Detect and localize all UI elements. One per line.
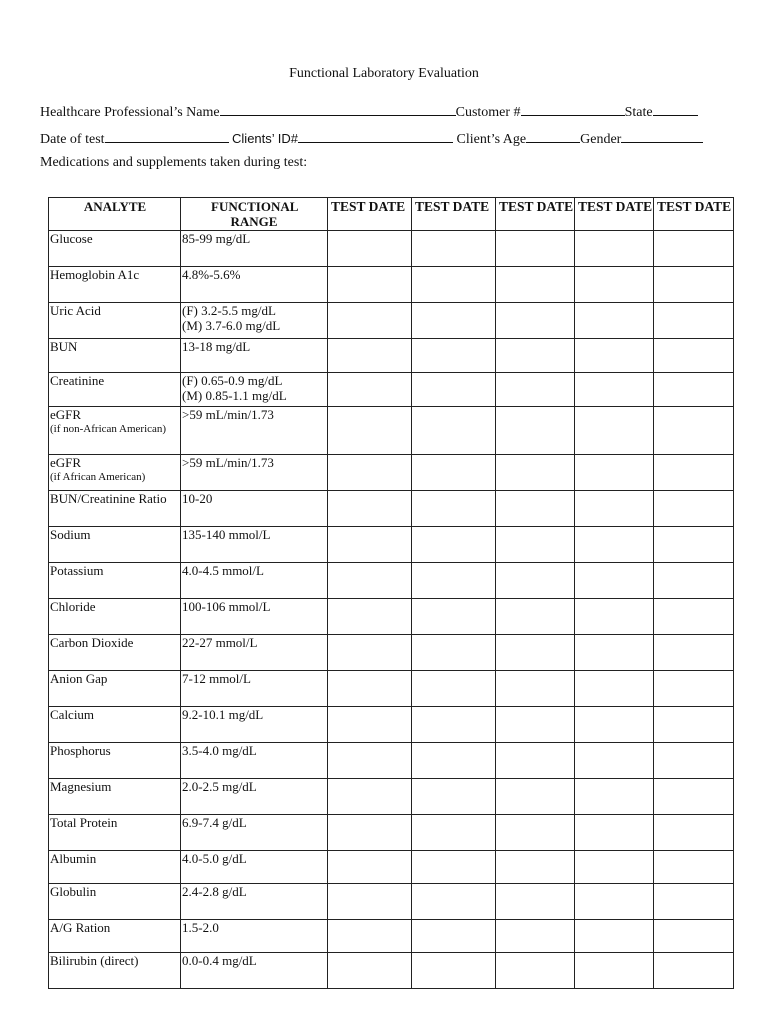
table-row <box>49 527 734 563</box>
range-cell <box>181 743 328 779</box>
range-value: 9.2-10.1 mg/dL <box>182 707 264 722</box>
test-result-cell[interactable] <box>412 267 496 303</box>
test-result-cell[interactable] <box>575 815 654 851</box>
test-result-cell[interactable] <box>328 373 412 407</box>
range-value: >59 mL/min/1.73 <box>182 407 274 422</box>
test-result-cell[interactable] <box>654 455 734 491</box>
table-row <box>49 671 734 707</box>
test-result-cell[interactable] <box>575 599 654 635</box>
test-result-cell[interactable] <box>575 707 654 743</box>
table-row <box>49 455 734 491</box>
range-value: 22-27 mmol/L <box>182 635 258 650</box>
gender-label: Gender <box>580 132 622 147</box>
test-result-cell[interactable] <box>412 491 496 527</box>
test-result-cell[interactable] <box>496 373 575 407</box>
lab-table <box>48 197 734 989</box>
test-result-cell[interactable] <box>328 953 412 989</box>
test-result-cell[interactable] <box>654 267 734 303</box>
range-value: (F) 0.65-0.9 mg/dL <box>182 373 283 388</box>
test-result-cell[interactable] <box>654 339 734 373</box>
test-result-cell[interactable] <box>496 267 575 303</box>
table-row <box>49 303 734 339</box>
analyte-cell <box>49 303 181 339</box>
analyte-cell <box>49 231 181 267</box>
analyte-name: BUN <box>50 339 78 354</box>
analyte-cell <box>49 920 181 953</box>
range-cell <box>181 563 328 599</box>
test-result-cell[interactable] <box>412 851 496 884</box>
range-cell <box>181 671 328 707</box>
customer-label: Customer # <box>455 105 521 120</box>
range-cell <box>181 231 328 267</box>
range-cell <box>181 339 328 373</box>
test-date-header: TEST DATE <box>496 198 575 231</box>
test-result-cell[interactable] <box>575 635 654 671</box>
range-value: 2.4-2.8 g/dL <box>182 884 247 899</box>
test-result-cell[interactable] <box>412 599 496 635</box>
test-date-header: TEST DATE <box>575 198 654 231</box>
test-date-header: TEST DATE <box>654 198 734 231</box>
range-value: 4.8%-5.6% <box>182 267 241 282</box>
range-value: 10-20 <box>182 491 213 506</box>
test-result-cell[interactable] <box>412 671 496 707</box>
test-result-cell[interactable] <box>412 527 496 563</box>
table-row <box>49 920 734 953</box>
analyte-name: Phosphorus <box>50 743 111 758</box>
table-row <box>49 884 734 920</box>
analyte-note: (if African American) <box>50 471 146 483</box>
analyte-cell <box>49 599 181 635</box>
test-result-cell[interactable] <box>412 707 496 743</box>
test-result-cell[interactable] <box>412 743 496 779</box>
range-cell <box>181 373 328 407</box>
test-result-cell[interactable] <box>654 779 734 815</box>
range-value: (M) 3.7-6.0 mg/dL <box>182 318 281 333</box>
test-result-cell[interactable] <box>654 920 734 953</box>
range-cell <box>181 599 328 635</box>
customer-field[interactable] <box>521 102 625 116</box>
analyte-cell <box>49 815 181 851</box>
test-result-cell[interactable] <box>496 303 575 339</box>
test-result-cell[interactable] <box>328 339 412 373</box>
range-value: >59 mL/min/1.73 <box>182 455 274 470</box>
table-row <box>49 815 734 851</box>
test-result-cell[interactable] <box>575 455 654 491</box>
range-cell <box>181 527 328 563</box>
range-value: 4.0-4.5 mmol/L <box>182 563 264 578</box>
analyte-name: Globulin <box>50 884 97 899</box>
analyte-name: eGFR <box>50 455 82 470</box>
test-result-cell[interactable] <box>496 815 575 851</box>
analyte-cell <box>49 267 181 303</box>
analyte-name: Total Protein <box>50 815 118 830</box>
table-row <box>49 851 734 884</box>
test-result-cell[interactable] <box>654 407 734 455</box>
test-result-cell[interactable] <box>496 953 575 989</box>
test-result-cell[interactable] <box>654 599 734 635</box>
test-result-cell[interactable] <box>654 563 734 599</box>
analyte-name: Calcium <box>50 707 95 722</box>
test-result-cell[interactable] <box>575 743 654 779</box>
analyte-name: Bilirubin (direct) <box>50 953 139 968</box>
test-result-cell[interactable] <box>496 563 575 599</box>
analyte-cell <box>49 953 181 989</box>
test-result-cell[interactable] <box>575 231 654 267</box>
range-value: 135-140 mmol/L <box>182 527 271 542</box>
table-row <box>49 599 734 635</box>
analyte-name: Uric Acid <box>50 303 101 318</box>
analyte-cell <box>49 455 181 491</box>
test-result-cell[interactable] <box>654 671 734 707</box>
client-line <box>40 129 703 148</box>
age-label: Client’s Age <box>456 132 527 147</box>
test-result-cell[interactable] <box>328 303 412 339</box>
test-result-cell[interactable] <box>654 231 734 267</box>
range-value: 6.9-7.4 g/dL <box>182 815 247 830</box>
date-field[interactable] <box>105 129 229 143</box>
table-row <box>49 563 734 599</box>
test-result-cell[interactable] <box>575 884 654 920</box>
test-result-cell[interactable] <box>328 920 412 953</box>
analyte-cell <box>49 339 181 373</box>
analyte-cell <box>49 373 181 407</box>
test-result-cell[interactable] <box>496 455 575 491</box>
analyte-cell <box>49 884 181 920</box>
range-cell <box>181 491 328 527</box>
table-header-row <box>49 198 734 231</box>
test-date-header: TEST DATE <box>412 198 496 231</box>
analyte-name: Creatinine <box>50 373 105 388</box>
range-value: 4.0-5.0 g/dL <box>182 851 247 866</box>
state-label: State <box>624 105 653 120</box>
test-result-cell[interactable] <box>654 527 734 563</box>
analyte-name: Sodium <box>50 527 91 542</box>
test-result-cell[interactable] <box>328 884 412 920</box>
analyte-name: eGFR <box>50 407 82 422</box>
test-result-cell[interactable] <box>575 373 654 407</box>
test-result-cell[interactable] <box>496 599 575 635</box>
range-cell <box>181 920 328 953</box>
analyte-cell <box>49 491 181 527</box>
test-result-cell[interactable] <box>654 743 734 779</box>
analyte-name: Hemoglobin A1c <box>50 267 140 282</box>
test-result-cell[interactable] <box>412 920 496 953</box>
test-result-cell[interactable] <box>575 267 654 303</box>
gender-field[interactable] <box>621 129 703 143</box>
hp-name-field[interactable] <box>220 102 456 116</box>
test-result-cell[interactable] <box>328 563 412 599</box>
test-result-cell[interactable] <box>328 743 412 779</box>
test-result-cell[interactable] <box>575 953 654 989</box>
range-value: 13-18 mg/dL <box>182 339 251 354</box>
test-result-cell[interactable] <box>496 707 575 743</box>
test-result-cell[interactable] <box>654 707 734 743</box>
test-result-cell[interactable] <box>575 491 654 527</box>
table-row <box>49 407 734 455</box>
test-result-cell[interactable] <box>328 267 412 303</box>
test-result-cell[interactable] <box>575 563 654 599</box>
hp-name-label: Healthcare Professional’s Name <box>40 105 220 120</box>
test-result-cell[interactable] <box>575 407 654 455</box>
analyte-cell <box>49 527 181 563</box>
medications-label: Medications and supplements taken during test: <box>40 155 308 170</box>
range-value: 7-12 mmol/L <box>182 671 251 686</box>
test-result-cell[interactable] <box>328 455 412 491</box>
test-result-cell[interactable] <box>654 953 734 989</box>
test-result-cell[interactable] <box>496 635 575 671</box>
table-row <box>49 339 734 373</box>
test-result-cell[interactable] <box>328 491 412 527</box>
test-result-cell[interactable] <box>412 231 496 267</box>
analyte-cell <box>49 671 181 707</box>
age-field[interactable] <box>526 129 580 143</box>
range-value: 100-106 mmol/L <box>182 599 271 614</box>
table-row <box>49 953 734 989</box>
range-value: (M) 0.85-1.1 mg/dL <box>182 388 287 403</box>
range-value: 1.5-2.0 <box>182 920 219 935</box>
test-result-cell[interactable] <box>575 779 654 815</box>
test-result-cell[interactable] <box>412 407 496 455</box>
range-cell <box>181 815 328 851</box>
analyte-cell <box>49 851 181 884</box>
range-value: 3.5-4.0 mg/dL <box>182 743 257 758</box>
client-id-field[interactable] <box>298 129 453 143</box>
range-value: 0.0-0.4 mg/dL <box>182 953 257 968</box>
analyte-name: Magnesium <box>50 779 112 794</box>
test-result-cell[interactable] <box>496 920 575 953</box>
test-result-cell[interactable] <box>496 743 575 779</box>
test-result-cell[interactable] <box>412 884 496 920</box>
range-cell <box>181 455 328 491</box>
professional-line <box>40 102 698 121</box>
test-result-cell[interactable] <box>328 815 412 851</box>
analyte-note: (if non-African American) <box>50 423 167 435</box>
test-result-cell[interactable] <box>328 527 412 563</box>
test-result-cell[interactable] <box>575 527 654 563</box>
table-row <box>49 635 734 671</box>
range-cell <box>181 779 328 815</box>
analyte-name: BUN/Creatinine Ratio <box>50 491 167 506</box>
test-result-cell[interactable] <box>328 707 412 743</box>
analyte-cell <box>49 743 181 779</box>
page-title: Functional Laboratory Evaluation <box>289 66 479 81</box>
analyte-cell <box>49 635 181 671</box>
range-cell <box>181 884 328 920</box>
analyte-name: Carbon Dioxide <box>50 635 134 650</box>
state-field[interactable] <box>653 102 698 116</box>
client-id-label: Clients’ ID# <box>232 131 299 146</box>
test-result-cell[interactable] <box>654 884 734 920</box>
test-result-cell[interactable] <box>496 527 575 563</box>
test-result-cell[interactable] <box>575 671 654 707</box>
test-result-cell[interactable] <box>412 339 496 373</box>
test-result-cell[interactable] <box>328 407 412 455</box>
range-value: (F) 3.2-5.5 mg/dL <box>182 303 276 318</box>
test-result-cell[interactable] <box>412 563 496 599</box>
test-result-cell[interactable] <box>412 635 496 671</box>
test-result-cell[interactable] <box>654 373 734 407</box>
test-result-cell[interactable] <box>412 815 496 851</box>
range-cell <box>181 635 328 671</box>
test-result-cell[interactable] <box>328 671 412 707</box>
table-row <box>49 267 734 303</box>
test-result-cell[interactable] <box>412 303 496 339</box>
table-row <box>49 707 734 743</box>
analyte-name: Anion Gap <box>50 671 108 686</box>
range-cell <box>181 707 328 743</box>
test-result-cell[interactable] <box>412 455 496 491</box>
analyte-cell <box>49 407 181 455</box>
analyte-name: Potassium <box>50 563 104 578</box>
analyte-cell <box>49 563 181 599</box>
range-value: 85-99 mg/dL <box>182 231 251 246</box>
analyte-cell <box>49 707 181 743</box>
test-result-cell[interactable] <box>412 953 496 989</box>
test-result-cell[interactable] <box>575 339 654 373</box>
analyte-cell <box>49 779 181 815</box>
range-cell <box>181 407 328 455</box>
table-row <box>49 779 734 815</box>
test-result-cell[interactable] <box>496 851 575 884</box>
test-result-cell[interactable] <box>575 303 654 339</box>
test-result-cell[interactable] <box>412 779 496 815</box>
test-result-cell[interactable] <box>496 407 575 455</box>
range-cell <box>181 303 328 339</box>
range-cell <box>181 851 328 884</box>
analyte-header: ANALYTE <box>49 198 181 231</box>
analyte-name: A/G Ration <box>50 920 111 935</box>
test-result-cell[interactable] <box>654 815 734 851</box>
table-row <box>49 231 734 267</box>
test-result-cell[interactable] <box>496 491 575 527</box>
test-result-cell[interactable] <box>328 635 412 671</box>
test-result-cell[interactable] <box>575 851 654 884</box>
test-result-cell[interactable] <box>496 339 575 373</box>
range-cell <box>181 953 328 989</box>
test-result-cell[interactable] <box>496 779 575 815</box>
test-result-cell[interactable] <box>654 635 734 671</box>
analyte-name: Albumin <box>50 851 97 866</box>
test-result-cell[interactable] <box>328 851 412 884</box>
range-value: 2.0-2.5 mg/dL <box>182 779 257 794</box>
test-result-cell[interactable] <box>496 671 575 707</box>
test-result-cell[interactable] <box>654 851 734 884</box>
test-date-header: TEST DATE <box>328 198 412 231</box>
test-result-cell[interactable] <box>496 884 575 920</box>
test-result-cell[interactable] <box>328 599 412 635</box>
analyte-name: Glucose <box>50 231 93 246</box>
test-result-cell[interactable] <box>496 231 575 267</box>
analyte-name: Chloride <box>50 599 96 614</box>
range-header: FUNCTIONAL RANGE <box>181 198 328 231</box>
date-label: Date of test <box>40 132 105 147</box>
test-result-cell[interactable] <box>654 303 734 339</box>
test-result-cell[interactable] <box>412 373 496 407</box>
test-result-cell[interactable] <box>575 920 654 953</box>
table-row <box>49 743 734 779</box>
range-cell <box>181 267 328 303</box>
test-result-cell[interactable] <box>328 231 412 267</box>
table-body <box>49 231 734 989</box>
table-row <box>49 491 734 527</box>
test-result-cell[interactable] <box>654 491 734 527</box>
table-row <box>49 373 734 407</box>
test-result-cell[interactable] <box>328 779 412 815</box>
